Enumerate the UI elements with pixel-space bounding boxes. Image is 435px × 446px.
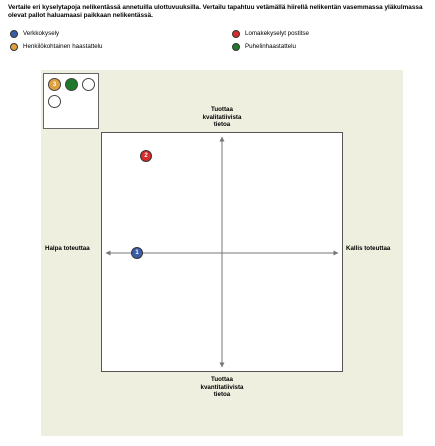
placed-ball-verkkokysely[interactable]: 1 bbox=[131, 247, 143, 259]
quadrant-field[interactable] bbox=[101, 132, 343, 372]
legend-dot-icon bbox=[232, 43, 240, 51]
legend-label: Verkkokysely bbox=[23, 30, 60, 37]
tray-ball-puhelinhaastattelu[interactable] bbox=[65, 78, 78, 91]
legend-dot-icon bbox=[10, 30, 18, 38]
legend-dot-icon bbox=[232, 30, 240, 38]
tray-ball-henkilokohtainen[interactable]: 3 bbox=[48, 78, 61, 91]
legend-label: Henkilökohtainen haastattelu bbox=[23, 43, 103, 50]
placed-ball-lomakekyselyt[interactable]: 2 bbox=[140, 150, 152, 162]
instruction-text: Vertaile eri kyselytapoja nelikentässä annetuilla ulottuvuuksilla. Vertailu tapahtuu vetämällä hiirellä nelikentän vasemmassa yläkulmassa olevat pallot haluamaasi paikkaan nelikentässä. bbox=[8, 4, 423, 19]
legend-item-lomakekyselyt bbox=[232, 29, 309, 38]
legend-item-puhelinhaastattelu bbox=[232, 42, 296, 51]
ball-tray bbox=[43, 73, 99, 129]
legend-item-henkilokohtainen bbox=[10, 42, 102, 51]
axis-label-bottom: Tuottaa kvantitatiivista tietoa bbox=[200, 376, 244, 398]
axis-label-right: Kallis toteuttaa bbox=[346, 245, 391, 252]
tray-ball-empty-slot[interactable] bbox=[82, 78, 95, 91]
legend-item-verkkokysely bbox=[10, 29, 59, 38]
legend-label: Lomakekyselyt postitse bbox=[245, 30, 309, 37]
axis-label-top: Tuottaa kvalitatiivista tietoa bbox=[202, 106, 242, 128]
tray-ball-empty-slot[interactable] bbox=[48, 95, 61, 108]
legend-dot-icon bbox=[10, 43, 18, 51]
legend-label: Puhelinhaastattelu bbox=[245, 43, 296, 50]
axis-label-left: Halpa toteuttaa bbox=[45, 245, 90, 252]
